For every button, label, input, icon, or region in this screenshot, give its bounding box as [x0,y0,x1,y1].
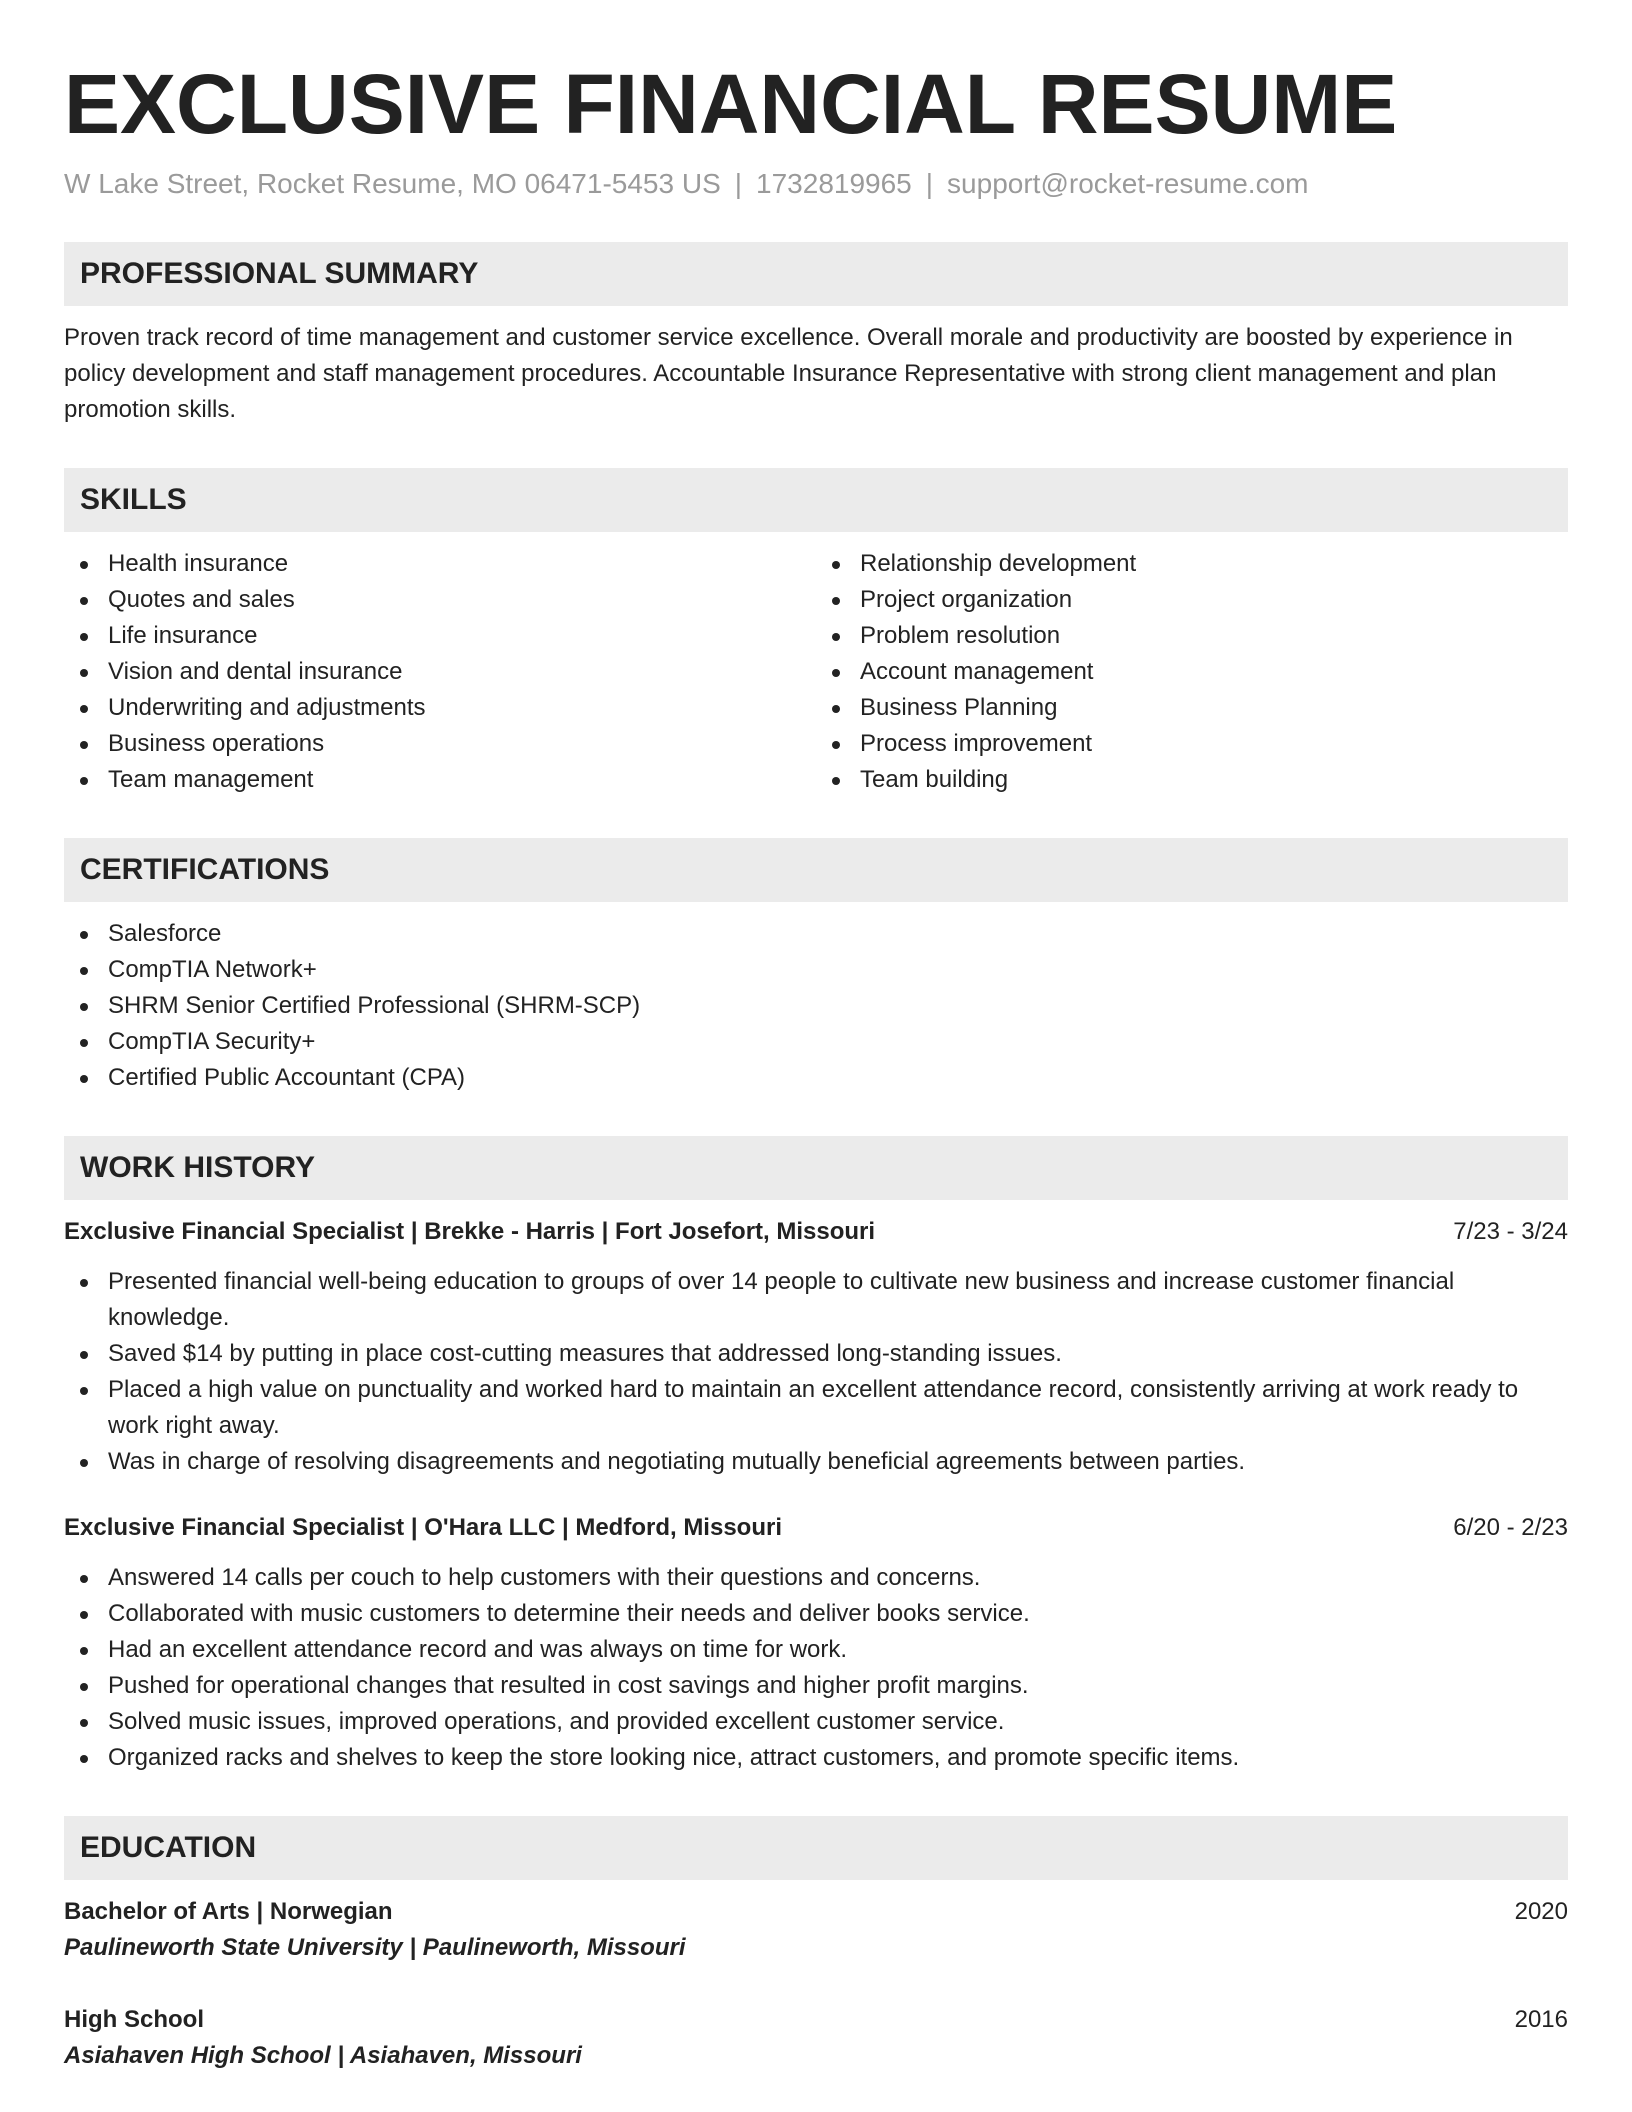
education-year: 2020 [1514,1898,1568,1925]
job-bullet: Collaborated with music customers to determine their needs and deliver books service. [64,1596,1568,1632]
resume-title: EXCLUSIVE FINANCIAL RESUME [64,57,1398,151]
job-dates: 7/23 - 3/24 [1453,1218,1568,1245]
skills-column-right [816,546,1568,798]
certifications-list [64,916,1568,1096]
skill-item: Relationship development [816,546,1568,582]
skill-item: Vision and dental insurance [64,654,816,690]
certification-item: CompTIA Network+ [64,952,1568,988]
skill-item: Team building [816,762,1568,798]
contact-address: W Lake Street, Rocket Resume, MO 06471-5453 US [64,168,721,199]
summary-text: Proven track record of time management and customer service excellence. Overall morale and productivity are boosted by experience in policy development and staff management procedures. Accountable Insurance Representative with strong client management and plan promotion skills. [64,324,1513,423]
job-entry [64,1214,1568,1480]
section-heading-work-history: WORK HISTORY [64,1136,1568,1200]
education-entry [64,1894,1568,1966]
contact-line [64,166,1568,202]
job-title: Exclusive Financial Specialist | Brekke - Harris | Fort Josefort, Missouri [64,1218,876,1245]
contact-separator: | [734,168,743,199]
contact-email: support@rocket-resume.com [947,168,1309,199]
skill-item: Business operations [64,726,816,762]
job-bullet: Had an excellent attendance record and was always on time for work. [64,1632,1568,1668]
section-heading-education: EDUCATION [64,1816,1568,1880]
certification-item: SHRM Senior Certified Professional (SHRM-SCP) [64,988,1568,1024]
education-header [64,1894,1568,1930]
contact-separator: | [925,168,934,199]
skill-item: Quotes and sales [64,582,816,618]
job-header [64,1214,1568,1250]
job-bullet: Pushed for operational changes that resulted in cost savings and higher profit margins. [64,1668,1568,1704]
job-header [64,1510,1568,1546]
skills-list-right [816,546,1568,798]
skill-item: Team management [64,762,816,798]
skills-columns [64,546,1568,798]
job-bullet: Solved music issues, improved operations, and provided excellent customer service. [64,1704,1568,1740]
job-bullet: Answered 14 calls per couch to help customers with their questions and concerns. [64,1560,1568,1596]
job-bullets [64,1264,1568,1480]
education-school: Asiahaven High School | Asiahaven, Missouri [64,2042,582,2069]
job-bullet: Saved $14 by putting in place cost-cutting measures that addressed long-standing issues. [64,1336,1568,1372]
skill-item: Underwriting and adjustments [64,690,816,726]
skill-item: Business Planning [816,690,1568,726]
education-header [64,2002,1568,2038]
job-bullet: Presented financial well-being education to groups of over 14 people to cultivate new business and increase customer financial knowledge. [64,1264,1568,1336]
certifications-block [64,916,1568,1096]
job-title: Exclusive Financial Specialist | O'Hara LLC | Medford, Missouri [64,1514,782,1541]
job-bullet: Was in charge of resolving disagreements and negotiating mutually beneficial agreements between parties. [64,1444,1568,1480]
section-heading-skills: SKILLS [64,468,1568,532]
job-dates: 6/20 - 2/23 [1453,1514,1568,1541]
education-degree: High School [64,2006,204,2033]
job-entry [64,1510,1568,1776]
skill-item: Health insurance [64,546,816,582]
education-year: 2016 [1514,2006,1568,2033]
certification-item: Certified Public Accountant (CPA) [64,1060,1568,1096]
job-bullets [64,1560,1568,1776]
skill-item: Account management [816,654,1568,690]
skill-item: Process improvement [816,726,1568,762]
skill-item: Life insurance [64,618,816,654]
section-heading-summary: PROFESSIONAL SUMMARY [64,242,1568,306]
job-bullet: Placed a high value on punctuality and worked hard to maintain an excellent attendance record, consistently arriving at work ready to work right away. [64,1372,1568,1444]
education-degree: Bachelor of Arts | Norwegian [64,1898,393,1925]
contact-phone: 1732819965 [756,168,912,199]
skill-item: Problem resolution [816,618,1568,654]
skills-column-left [64,546,816,798]
job-bullet: Organized racks and shelves to keep the store looking nice, attract customers, and promote specific items. [64,1740,1568,1776]
skill-item: Project organization [816,582,1568,618]
certification-item: Salesforce [64,916,1568,952]
education-school: Paulineworth State University | Paulineworth, Missouri [64,1934,686,1961]
section-heading-certifications: CERTIFICATIONS [64,838,1568,902]
skills-list-left [64,546,816,798]
certification-item: CompTIA Security+ [64,1024,1568,1060]
education-entry [64,2002,1568,2074]
